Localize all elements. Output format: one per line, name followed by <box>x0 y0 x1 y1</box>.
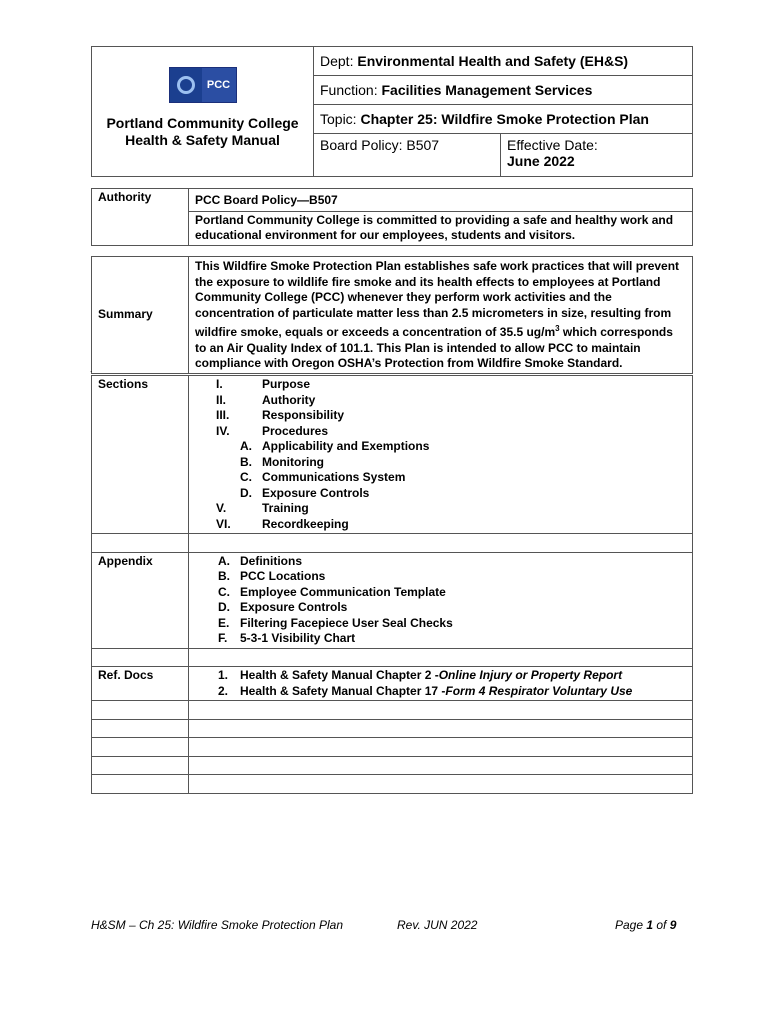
topic-value: Chapter 25: Wildfire Smoke Protection Plan <box>360 111 649 127</box>
section-item-text: Purpose <box>262 377 311 391</box>
footer-revision: Rev. JUN 2022 <box>397 918 478 932</box>
empty-cell <box>189 719 693 738</box>
empty-label-cell <box>92 648 189 667</box>
empty-label-cell <box>92 756 189 775</box>
function-value: Facilities Management Services <box>381 82 593 98</box>
empty-label-cell <box>92 775 189 794</box>
authority-label: Authority <box>92 189 189 246</box>
section-item <box>195 393 686 409</box>
empty-cell <box>189 648 693 667</box>
footer-title: H&SM – Ch 25: Wildfire Smoke Protection Plan <box>91 918 343 932</box>
blank-row <box>92 534 693 553</box>
summary-text <box>189 257 693 374</box>
appendix-item-text: Definitions <box>240 553 302 568</box>
section-item-text: Applicability and Exemptions <box>262 439 430 453</box>
blank-row <box>92 719 693 738</box>
authority-table <box>91 188 693 246</box>
section-item-number: C. <box>240 470 252 484</box>
empty-label-cell <box>92 738 189 757</box>
blank-row <box>92 648 693 667</box>
contents-body <box>92 376 693 794</box>
summary-text-main: This Wildfire Smoke Protection Plan establishes safe work practices that will prevent the exposure to wildlife fire smoke and its health effects to employees at Portland Community College (PCC) whenever they perform work activities and the concentration of particulate matter less than 2.5 micrometers in size, resulting from wildfire smoke, equals or exceeds a concentration of 35.5 ug/m <box>195 259 680 339</box>
empty-cell <box>189 775 693 794</box>
appendix-item-text: 5-3-1 Visibility Chart <box>240 631 356 645</box>
org-cell <box>92 47 314 177</box>
refdoc-item-number: 1. <box>218 668 229 682</box>
section-item-text: Responsibility <box>262 408 345 422</box>
summary-text-end: which corresponds to an Air Quality Index of 101.1. This Plan is intended to allow PCC to maintain compliance with Oregon OSHA’s Protection from Wildfire Smoke Standard. <box>195 325 673 370</box>
section-item <box>195 517 686 533</box>
footer-page-number: 1 <box>646 918 654 932</box>
section-label: Sections <box>92 376 189 534</box>
refdoc-item-title: Form 4 Respirator Voluntary Use <box>445 683 633 698</box>
footer-page-prefix: Page <box>615 918 647 932</box>
section-label: Appendix <box>92 552 189 648</box>
section-label: Ref. Docs <box>92 667 189 701</box>
section-item-text: Exposure Controls <box>262 485 370 500</box>
footer-page-total: 9 <box>669 918 677 932</box>
separator-dot: . <box>90 365 93 374</box>
section-item <box>195 470 686 486</box>
section-item-text: Procedures <box>262 423 329 438</box>
blank-row <box>92 738 693 757</box>
function-label: Function: <box>320 82 378 98</box>
dept-label: Dept: <box>320 53 354 69</box>
section-item-number: D. <box>240 485 252 500</box>
effective-value: June 2022 <box>507 153 575 169</box>
board-policy-cell <box>314 134 501 177</box>
section-item-number: III. <box>216 408 230 422</box>
appendix-item-letter: E. <box>218 615 230 630</box>
pcc-logo-text: PCC <box>202 68 236 102</box>
header-table <box>91 46 693 177</box>
appendix-item-letter: B. <box>218 569 230 583</box>
section-item-number: V. <box>216 501 227 515</box>
empty-label-cell <box>92 701 189 720</box>
appendix-item-letter: D. <box>218 600 230 614</box>
appendix-item <box>195 554 686 570</box>
pcc-logo <box>169 67 237 103</box>
topic-cell <box>314 105 693 134</box>
empty-cell <box>189 534 693 553</box>
section-item <box>195 408 686 424</box>
section-item-text: Communications System <box>262 470 406 484</box>
section-item <box>195 455 686 471</box>
org-title <box>92 115 313 171</box>
function-cell <box>314 76 693 105</box>
section-item <box>195 486 686 502</box>
appendix-item-text: PCC Locations <box>240 569 326 583</box>
section-item-number: A. <box>240 439 252 453</box>
section-item <box>195 439 686 455</box>
authority-policy: PCC Board Policy—B507 <box>189 189 693 212</box>
refdoc-item <box>195 668 686 684</box>
section-item-number: VI. <box>216 516 231 531</box>
appendix-item-letter: C. <box>218 584 230 599</box>
empty-cell <box>189 738 693 757</box>
appendix-item-text: Employee Communication Template <box>240 584 446 599</box>
effective-label: Effective Date: <box>507 137 598 153</box>
refdoc-item-text: Health & Safety Manual Chapter 17 - <box>240 683 446 698</box>
section-item <box>195 377 686 393</box>
contents-table <box>91 375 693 794</box>
footer-page-mid: of <box>653 918 670 932</box>
refdoc-item <box>195 684 686 700</box>
section-item-number: II. <box>216 392 227 407</box>
empty-label-cell <box>92 534 189 553</box>
section-item-text: Monitoring <box>262 454 324 469</box>
appendix-item <box>195 616 686 632</box>
content-cell <box>189 667 693 701</box>
appendix-item <box>195 585 686 601</box>
summary-sup: 3 <box>555 324 560 333</box>
section-item-number: IV. <box>216 423 230 438</box>
effective-date-cell <box>501 134 693 177</box>
section-item-text: Recordkeeping <box>262 516 349 531</box>
section-item-text: Training <box>262 501 309 515</box>
footer-page <box>615 918 676 932</box>
dept-cell <box>314 47 693 76</box>
content-cell <box>189 552 693 648</box>
appendix-item-text: Exposure Controls <box>240 600 348 614</box>
empty-cell <box>189 756 693 775</box>
appendix-item-letter: A. <box>218 553 230 568</box>
section-item-number: B. <box>240 454 252 469</box>
appendix-item-letter: F. <box>218 631 228 645</box>
appendix-item <box>195 600 686 616</box>
org-name: Portland Community College <box>106 114 299 131</box>
appendix-item <box>195 631 686 647</box>
blank-row <box>92 775 693 794</box>
appendix-item <box>195 569 686 585</box>
content-cell <box>189 376 693 534</box>
dept-value: Environmental Health and Safety (EH&S) <box>357 53 629 69</box>
section-item <box>195 501 686 517</box>
section-item-text: Authority <box>262 392 316 407</box>
refdoc-item-number: 2. <box>218 683 229 698</box>
summary-label: Summary <box>92 257 189 374</box>
refdoc-item-text: Health & Safety Manual Chapter 2 - <box>240 668 439 682</box>
section-item <box>195 424 686 440</box>
section-item-number: I. <box>216 377 223 391</box>
summary-table <box>91 256 693 374</box>
blank-row <box>92 701 693 720</box>
empty-cell <box>189 701 693 720</box>
empty-label-cell <box>92 719 189 738</box>
board-policy: Board Policy: B507 <box>320 137 440 153</box>
appendix-item-text: Filtering Facepiece User Seal Checks <box>240 615 453 630</box>
refdocs-row <box>92 667 693 701</box>
appendix-row <box>92 552 693 648</box>
manual-name: Health & Safety Manual <box>125 131 280 148</box>
blank-row <box>92 756 693 775</box>
topic-label: Topic: <box>320 111 357 127</box>
authority-statement: Portland Community College is committed to providing a safe and healthy work and educational environment for our employees, students and visitors. <box>189 211 693 245</box>
pcc-logo-icon <box>170 68 202 102</box>
sections-row <box>92 376 693 534</box>
refdoc-item-title: Online Injury or Property Report <box>438 668 623 682</box>
